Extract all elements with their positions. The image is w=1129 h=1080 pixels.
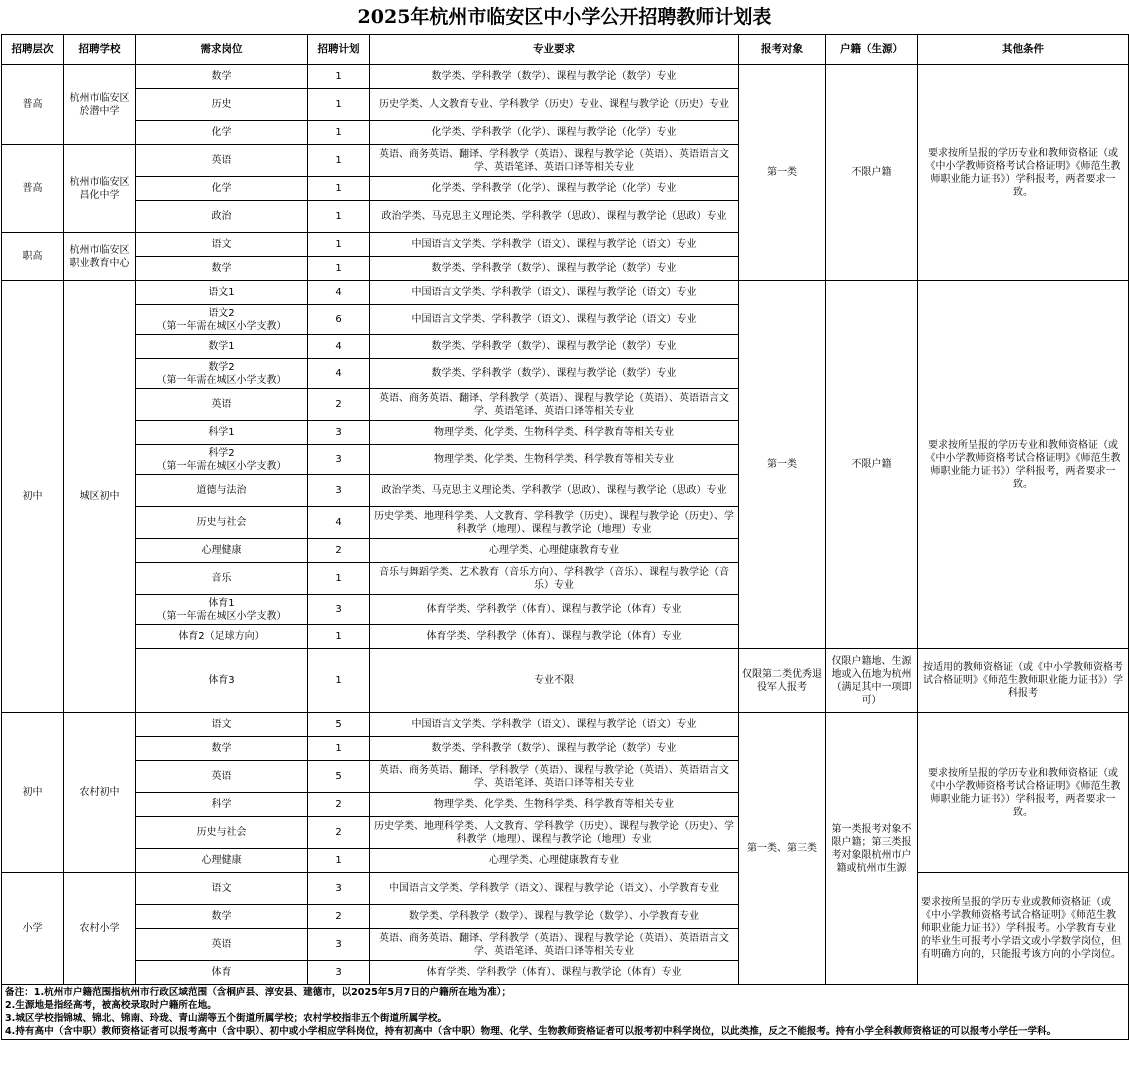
- post-cell: 化学: [136, 121, 308, 145]
- table-row: [2, 649, 1129, 713]
- major-cell: 数学类、学科教学（数学）、课程与教学论（数学）专业: [370, 737, 739, 761]
- target-cell: 第一类: [739, 281, 826, 649]
- count-cell: 3: [308, 595, 370, 625]
- post-note: （第一年需在城区小学支教）: [156, 374, 287, 386]
- other-cell: 按适用的教师资格证（或《中小学教师资格考试合格证明》《师范生教师职业能力证书》）学科报考: [918, 649, 1129, 713]
- post-note: （第一年需在城区小学支教）: [156, 460, 287, 472]
- count-cell: 1: [308, 625, 370, 649]
- count-cell: 1: [308, 145, 370, 177]
- post-cell: 语文: [136, 713, 308, 737]
- major-cell: 中国语言文学类、学科教学（语文）、课程与教学论（语文）专业: [370, 233, 739, 257]
- count-cell: 2: [308, 793, 370, 817]
- post-cell: 数学: [136, 65, 308, 89]
- page-title: 2025年杭州市临安区中小学公开招聘教师计划表: [357, 6, 772, 28]
- count-cell: 4: [308, 335, 370, 359]
- level-cell: 小学: [2, 873, 64, 985]
- post-cell: 体育: [136, 961, 308, 985]
- col-header-major: 专业要求: [370, 35, 739, 65]
- major-cell: 数学类、学科教学（数学）、课程与教学论（数学）专业: [370, 335, 739, 359]
- col-header-huji: 户籍（生源）: [826, 35, 918, 65]
- col-header-other: 其他条件: [918, 35, 1129, 65]
- count-cell: 4: [308, 359, 370, 389]
- count-cell: 1: [308, 737, 370, 761]
- col-header-count: 招聘计划: [308, 35, 370, 65]
- notes-row: [2, 985, 1129, 1040]
- post-cell: 体育2（足球方向）: [136, 625, 308, 649]
- major-cell: 音乐与舞蹈学类、艺术教育（音乐方向）、学科教学（音乐）、课程与教学论（音乐）专业: [370, 563, 739, 595]
- post-cell: 语文: [136, 233, 308, 257]
- major-cell: 数学类、学科教学（数学）、课程与教学论（数学）专业: [370, 359, 739, 389]
- post-cell: 科学1: [136, 421, 308, 445]
- major-cell: 政治学类、马克思主义理论类、学科教学（思政）、课程与教学论（思政）专业: [370, 475, 739, 507]
- count-cell: 2: [308, 539, 370, 563]
- count-cell: 4: [308, 281, 370, 305]
- count-cell: 1: [308, 649, 370, 713]
- post-cell: 政治: [136, 201, 308, 233]
- note-line: 3.城区学校指锦城、锦北、锦南、玲珑、青山湖等五个街道所属学校；农村学校指非五个街道所属学校。: [5, 1013, 448, 1024]
- level-cell: 初中: [2, 281, 64, 713]
- level-cell: 普高: [2, 65, 64, 145]
- post-cell: 数学: [136, 737, 308, 761]
- major-cell: 数学类、学科教学（数学）、课程与教学论（数学）、小学教育专业: [370, 905, 739, 929]
- huji-cell: 不限户籍: [826, 65, 918, 281]
- major-cell: 数学类、学科教学（数学）、课程与教学论（数学）专业: [370, 257, 739, 281]
- major-cell: 政治学类、马克思主义理论类、学科教学（思政）、课程与教学论（思政）专业: [370, 201, 739, 233]
- col-header-post: 需求岗位: [136, 35, 308, 65]
- target-cell: 仅限第二类优秀退役军人报考: [739, 649, 826, 713]
- post-name: 数学2: [208, 361, 235, 373]
- count-cell: 1: [308, 201, 370, 233]
- major-cell: 英语、商务英语、翻译、学科教学（英语）、课程与教学论（英语）、英语语言文学、英语笔译、英语口译等相关专业: [370, 145, 739, 177]
- col-header-target: 报考对象: [739, 35, 826, 65]
- level-cell: 初中: [2, 713, 64, 873]
- post-cell: 历史与社会: [136, 817, 308, 849]
- major-cell: 心理学类、心理健康教育专业: [370, 849, 739, 873]
- table-row: [2, 873, 1129, 905]
- major-cell: 历史学类、人文教育专业、学科教学（历史）专业、课程与教学论（历史）专业: [370, 89, 739, 121]
- major-cell: 化学类、学科教学（化学）、课程与教学论（化学）专业: [370, 177, 739, 201]
- header-row: [2, 35, 1129, 65]
- post-cell: 科学: [136, 793, 308, 817]
- school-cell: 农村小学: [64, 873, 136, 985]
- table-row: [2, 65, 1129, 89]
- post-cell: 心理健康: [136, 539, 308, 563]
- post-cell: 英语: [136, 761, 308, 793]
- major-cell: 物理学类、化学类、生物科学类、科学教育等相关专业: [370, 445, 739, 475]
- post-note: （第一年需在城区小学支教）: [156, 320, 287, 332]
- major-cell: 体育学类、学科教学（体育）、课程与教学论（体育）专业: [370, 625, 739, 649]
- count-cell: 5: [308, 713, 370, 737]
- count-cell: 3: [308, 929, 370, 961]
- count-cell: 5: [308, 761, 370, 793]
- count-cell: 2: [308, 817, 370, 849]
- other-cell: 要求按所呈报的学历专业和教师资格证（或《中小学教师资格考试合格证明》《师范生教师职业能力证书》）学科报考，两者要求一致。: [918, 281, 1129, 649]
- post-cell: 英语: [136, 389, 308, 421]
- count-cell: 1: [308, 177, 370, 201]
- target-cell: 第一类: [739, 65, 826, 281]
- major-cell: 体育学类、学科教学（体育）、课程与教学论（体育）专业: [370, 595, 739, 625]
- post-cell: 英语: [136, 929, 308, 961]
- notes-cell: [2, 985, 1129, 1040]
- major-cell: 英语、商务英语、翻译、学科教学（英语）、课程与教学论（英语）、英语语言文学、英语笔译、英语口译等相关专业: [370, 389, 739, 421]
- post-name: 体育1: [208, 597, 235, 609]
- major-cell: 中国语言文学类、学科教学（语文）、课程与教学论（语文）专业: [370, 713, 739, 737]
- huji-cell: 不限户籍: [826, 281, 918, 649]
- count-cell: 1: [308, 257, 370, 281]
- major-cell: 数学类、学科教学（数学）、课程与教学论（数学）专业: [370, 65, 739, 89]
- count-cell: 3: [308, 961, 370, 985]
- count-cell: 1: [308, 563, 370, 595]
- major-cell: 英语、商务英语、翻译、学科教学（英语）、课程与教学论（英语）、英语语言文学、英语笔译、英语口译等相关专业: [370, 761, 739, 793]
- major-cell: 英语、商务英语、翻译、学科教学（英语）、课程与教学论（英语）、英语语言文学、英语笔译、英语口译等相关专业: [370, 929, 739, 961]
- count-cell: 1: [308, 121, 370, 145]
- post-cell: 音乐: [136, 563, 308, 595]
- post-cell: 心理健康: [136, 849, 308, 873]
- count-cell: 1: [308, 65, 370, 89]
- post-cell: 语文1: [136, 281, 308, 305]
- count-cell: 1: [308, 233, 370, 257]
- post-cell: 英语: [136, 145, 308, 177]
- post-cell: [136, 595, 308, 625]
- major-cell: 中国语言文学类、学科教学（语文）、课程与教学论（语文）专业: [370, 305, 739, 335]
- post-cell: 数学1: [136, 335, 308, 359]
- other-cell: 要求按所呈报的学历专业和教师资格证（或《中小学教师资格考试合格证明》《师范生教师职业能力证书》）学科报考，两者要求一致。: [918, 713, 1129, 873]
- school-cell: 城区初中: [64, 281, 136, 713]
- major-cell: 专业不限: [370, 649, 739, 713]
- count-cell: 6: [308, 305, 370, 335]
- post-name: 科学2: [208, 447, 235, 459]
- post-cell: 历史: [136, 89, 308, 121]
- major-cell: 物理学类、化学类、生物科学类、科学教育等相关专业: [370, 421, 739, 445]
- count-cell: 3: [308, 475, 370, 507]
- post-cell: 道德与法治: [136, 475, 308, 507]
- count-cell: 4: [308, 507, 370, 539]
- post-cell: 化学: [136, 177, 308, 201]
- school-cell: 杭州市临安区职业教育中心: [64, 233, 136, 281]
- post-name: 语文2: [208, 307, 235, 319]
- count-cell: 3: [308, 421, 370, 445]
- col-header-school: 招聘学校: [64, 35, 136, 65]
- major-cell: 历史学类、地理科学类、人文教育、学科教学（历史）、课程与教学论（历史）、学科教学（地理）、课程与教学论（地理）专业: [370, 817, 739, 849]
- major-cell: 化学类、学科教学（化学）、课程与教学论（化学）专业: [370, 121, 739, 145]
- post-cell: 历史与社会: [136, 507, 308, 539]
- target-cell: 第一类、第三类: [739, 713, 826, 985]
- table-row: [2, 281, 1129, 305]
- col-header-level: 招聘层次: [2, 35, 64, 65]
- major-cell: 中国语言文学类、学科教学（语文）、课程与教学论（语文）专业: [370, 281, 739, 305]
- post-cell: [136, 359, 308, 389]
- count-cell: 1: [308, 849, 370, 873]
- count-cell: 3: [308, 873, 370, 905]
- note-line: 4.持有高中（含中职）教师资格证者可以报考高中（含中职）、初中或小学相应学科岗位，持有初高中（含中职）物理、化学、生物教师资格证者可以报考初中科学岗位，以此类推，反之不能报考。持有小学全科教师资格证的可以报考小学任一学科。: [5, 1026, 1057, 1037]
- post-cell: [136, 445, 308, 475]
- major-cell: 心理学类、心理健康教育专业: [370, 539, 739, 563]
- table-row: [2, 713, 1129, 737]
- level-cell: 普高: [2, 145, 64, 233]
- huji-cell: 仅限户籍地、生源地或入伍地为杭州（满足其中一项即可）: [826, 649, 918, 713]
- note-line: 2.生源地是指经高考，被高校录取时户籍所在地。: [5, 1000, 217, 1011]
- other-cell: 要求按所呈报的学历专业和教师资格证（或《中小学教师资格考试合格证明》《师范生教师职业能力证书》）学科报考，两者要求一致。: [918, 65, 1129, 281]
- count-cell: 2: [308, 905, 370, 929]
- major-cell: 物理学类、化学类、生物科学类、科学教育等相关专业: [370, 793, 739, 817]
- post-note: （第一年需在城区小学支教）: [156, 610, 287, 622]
- other-cell: 要求按所呈报的学历专业或教师资格证（或《中小学教师资格考试合格证明》《师范生教师职业能力证书》）学科报考。小学教育专业的毕业生可报考小学语文或小学数学岗位，但有明确方向的，只能报考该方向的小学岗位。: [918, 873, 1129, 985]
- count-cell: 1: [308, 89, 370, 121]
- school-cell: 杭州市临安区於潜中学: [64, 65, 136, 145]
- major-cell: 历史学类、地理科学类、人文教育、学科教学（历史）、课程与教学论（历史）、学科教学（地理）、课程与教学论（地理）专业: [370, 507, 739, 539]
- post-cell: [136, 305, 308, 335]
- level-cell: 职高: [2, 233, 64, 281]
- note-line: 备注：1.杭州市户籍范围指杭州市行政区域范围（含桐庐县、淳安县、建德市，以2025年5月7日的户籍所在地为准）；: [5, 987, 512, 998]
- major-cell: 体育学类、学科教学（体育）、课程与教学论（体育）专业: [370, 961, 739, 985]
- post-cell: 语文: [136, 873, 308, 905]
- count-cell: 3: [308, 445, 370, 475]
- post-cell: 数学: [136, 905, 308, 929]
- major-cell: 中国语言文学类、学科教学（语文）、课程与教学论（语文）、小学教育专业: [370, 873, 739, 905]
- post-cell: 数学: [136, 257, 308, 281]
- huji-cell: 第一类报考对象不限户籍；第三类报考对象限杭州市户籍或杭州市生源: [826, 713, 918, 985]
- recruitment-table: [1, 34, 1129, 1040]
- count-cell: 2: [308, 389, 370, 421]
- school-cell: 农村初中: [64, 713, 136, 873]
- post-cell: 体育3: [136, 649, 308, 713]
- school-cell: 杭州市临安区昌化中学: [64, 145, 136, 233]
